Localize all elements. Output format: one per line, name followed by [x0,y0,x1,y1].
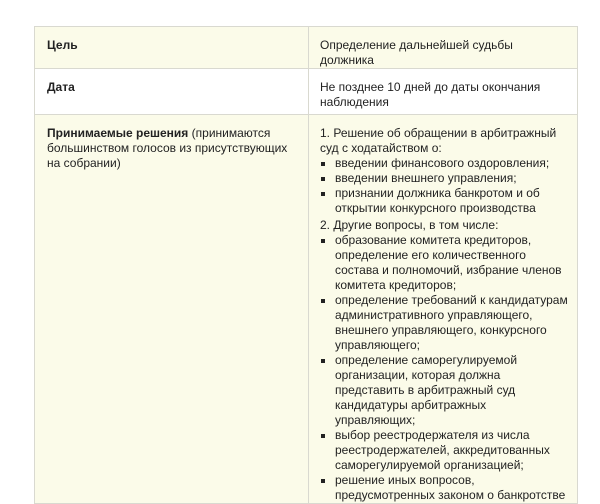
list-item: решение иных вопросов, предусмотренных законом о банкротстве [320,473,569,503]
decision-item-1-title: 1. Решение об обращении в арбитражный суд с ходатайством о: [320,126,557,155]
row-label-cell [35,115,309,504]
row-value-date: Не позднее 10 дней до даты окончания наблюдения [320,80,541,109]
row-value-goal: Определение дальнейшей судьбы должника [320,38,513,67]
row-label-cell [35,27,309,69]
table-row [35,115,578,504]
decision-item-2-title: 2. Другие вопросы, в том числе: [320,218,499,232]
decision-item-2-list [320,233,569,503]
row-label-date: Дата [47,80,75,94]
list-item: признании должника банкротом и об открытии конкурсного производства [320,186,569,216]
list-item: определение саморегулируемой организации, которая должна представить в арбитражный суд кандидатуры арбитражных управляющих; [320,353,569,428]
list-item: введении финансового оздоровления; [320,156,569,171]
row-label-decisions: Принимаемые решения [47,126,189,140]
row-label-goal: Цель [47,38,78,52]
row-label-cell [35,69,309,115]
row-value-cell [309,69,578,115]
decision-item-1-list [320,156,569,216]
table-row [35,27,578,69]
list-item: выбор реестродержателя из числа реестродержателей, аккредитованных саморегулируемой организацией; [320,428,569,473]
list-item: введении внешнего управления; [320,171,569,186]
table-row [35,69,578,115]
row-value-cell [309,115,578,504]
info-table [34,26,578,504]
row-value-cell [309,27,578,69]
row-label-note: (принимаются большинством голосов из присутствующих на собрании) [47,126,288,170]
list-item: образование комитета кредиторов, определение его количественного состава и полномочий, избрание членов комитета кредиторов; [320,233,569,293]
list-item: определение требований к кандидатурам административного управляющего, внешнего управляющего, конкурсного управляющего; [320,293,569,353]
